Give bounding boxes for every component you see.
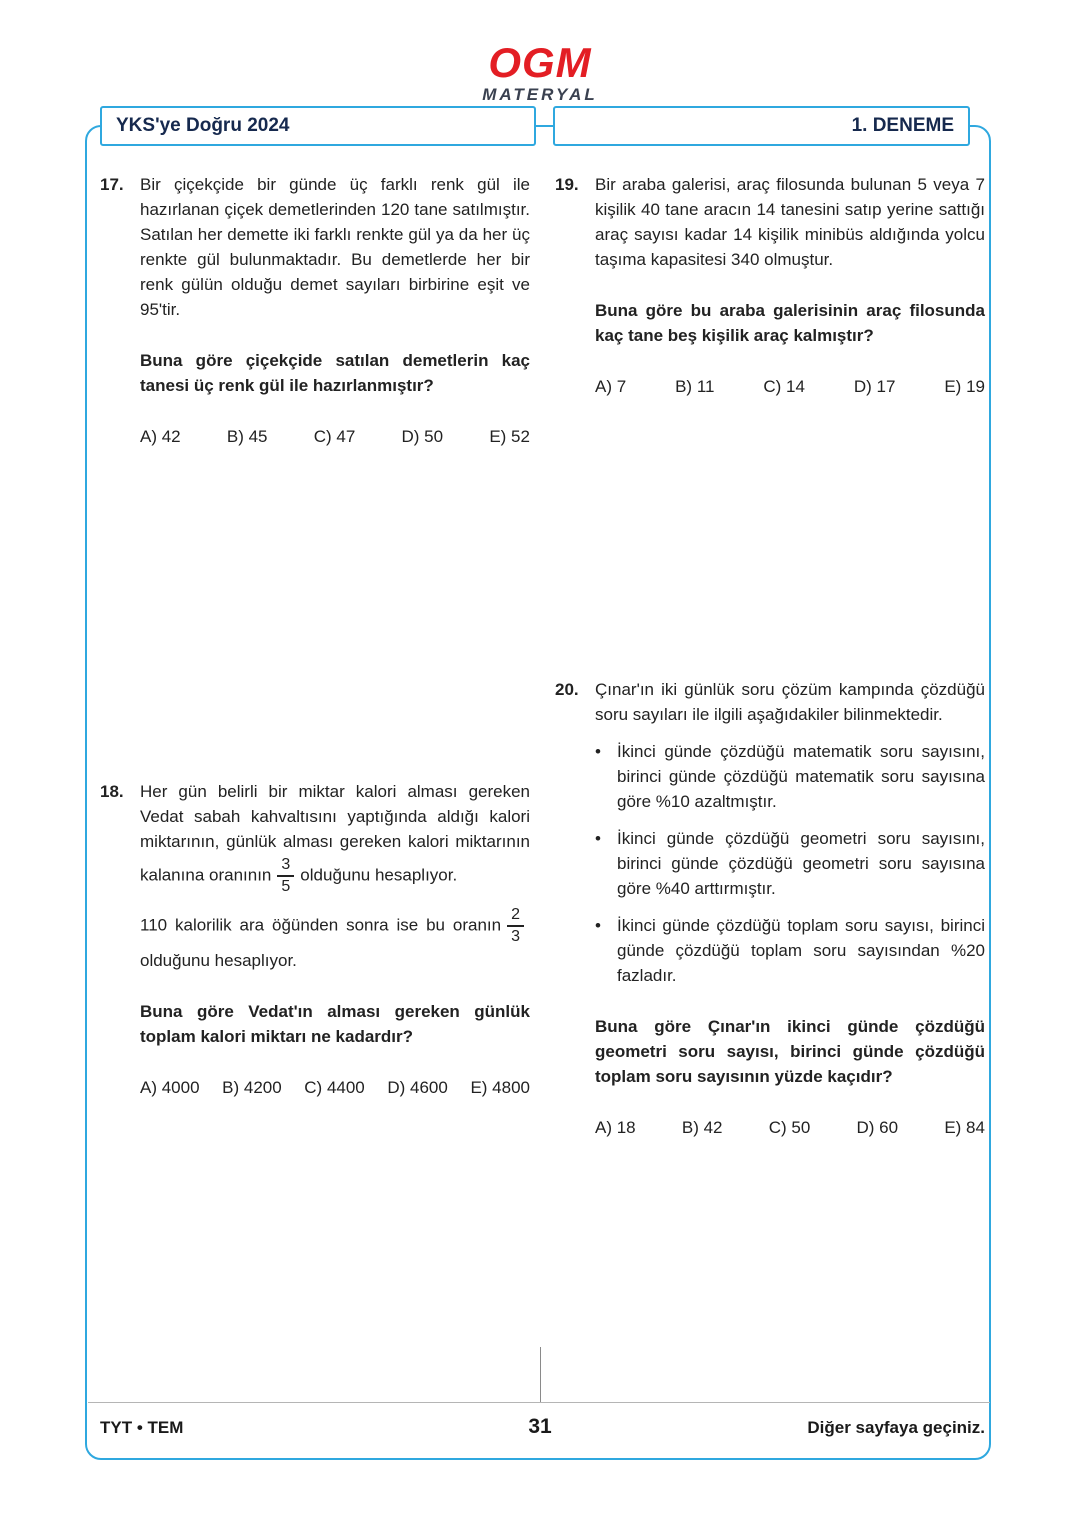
option-d: D) 60: [856, 1118, 899, 1137]
question-17: [100, 172, 530, 449]
question-body: Bir araba galerisi, araç filosunda bulunan 5 veya 7 kişilik 40 tane aracın 14 tanesini satıp yerine sattığı araç sayısı kadar 14 kişilik minibüs aldığında yolcu taşıma kapasitesi 340 olmuştur.: [595, 175, 985, 269]
option-d: D) 17: [853, 377, 896, 396]
left-column: [100, 172, 530, 1100]
option-c: C) 4400: [304, 1078, 365, 1097]
footer-divider-line: [88, 1402, 990, 1403]
options-row: [595, 1115, 985, 1140]
footer-page-number: 31: [528, 1415, 552, 1438]
question-number: 17.: [100, 175, 124, 194]
option-e: E) 19: [944, 377, 985, 396]
body-text: Her gün belirli bir miktar kalori alması gereken Vedat sabah kahvaltısını yaptığında aldığı kalori miktarının, günlük alması gereken kalori miktarının kalanına oranının: [140, 782, 530, 885]
publisher-logo: [0, 39, 1080, 104]
option-b: B) 11: [675, 377, 715, 396]
bullet-text: İkinci günde çözdüğü geometri soru sayısını, birinci günde çözdüğü geometri soru sayısına göre %40 arttırmıştır.: [617, 829, 985, 898]
booklet-title: YKS'ye Doğru 2024: [116, 115, 290, 136]
options-row: [140, 424, 530, 449]
fraction-numerator: 3: [277, 856, 294, 877]
question-body: Bir çiçekçide bir günde üç farklı renk gül ile hazırlanan çiçek demetlerinden 120 tane satılmıştır. Satılan her demette iki farklı renkte gül ya da her üç renkte gül bulunmaktadır. Bu demetlerde her bir renk gülün olduğu demet sayıları birbirine eşit ve 95'tir.: [140, 175, 530, 319]
logo-title: OGM: [488, 39, 592, 86]
right-column: [555, 172, 985, 1140]
option-d: D) 50: [401, 427, 444, 446]
fraction-denominator: 3: [511, 928, 520, 945]
option-d: D) 4600: [387, 1078, 448, 1097]
fraction-3-5: [277, 856, 294, 896]
option-c: C) 50: [768, 1118, 811, 1137]
bullet-item: [595, 913, 985, 988]
question-prompt: Buna göre bu araba galerisinin araç filosunda kaç tane beş kişilik araç kalmıştır?: [595, 301, 985, 345]
option-b: B) 42: [681, 1118, 723, 1137]
fraction-2-3: [507, 906, 524, 946]
body-text: olduğunu hesaplıyor.: [300, 865, 458, 885]
question-prompt: Buna göre Vedat'ın alması gereken günlük toplam kalori miktarı ne kadardır?: [140, 1002, 530, 1046]
option-b: B) 45: [226, 427, 268, 446]
bullet-icon: •: [595, 829, 601, 848]
body-text: olduğunu hesaplıyor.: [140, 951, 297, 970]
footer-exam-type: TYT • TEM: [100, 1418, 184, 1437]
option-e: E) 84: [944, 1118, 985, 1137]
bullet-icon: •: [595, 916, 601, 935]
body-text: 110 kalorilik ara öğünden sonra ise bu oranın: [140, 915, 502, 935]
option-b: B) 4200: [222, 1078, 282, 1097]
bullet-text: İkinci günde çözdüğü toplam soru sayısı, birinci günde çözdüğü toplam soru sayısından %20 fazladır.: [617, 916, 985, 985]
bullet-item: [595, 739, 985, 814]
question-19: [555, 172, 985, 399]
fraction-numerator: 2: [507, 906, 524, 927]
header-booklet-box: [100, 106, 536, 146]
option-e: E) 4800: [470, 1078, 530, 1097]
bullet-icon: •: [595, 742, 601, 761]
question-18: [100, 779, 530, 1100]
fraction-denominator: 5: [281, 878, 291, 895]
question-prompt: Buna göre çiçekçide satılan demetlerin kaç tanesi üç renk gül ile hazırlanmıştır?: [140, 351, 530, 395]
option-a: A) 42: [140, 427, 181, 446]
option-a: A) 7: [595, 377, 627, 396]
question-number: 19.: [555, 175, 579, 194]
option-a: A) 4000: [140, 1078, 200, 1097]
footer-next-page-note: Diğer sayfaya geçiniz.: [807, 1418, 985, 1437]
question-number: 20.: [555, 680, 579, 699]
question-body: [140, 904, 530, 973]
question-prompt: Buna göre Çınar'ın ikinci günde çözdüğü geometri soru sayısı, birinci günde çözdüğü toplam soru sayısının yüzde kaçıdır?: [595, 1017, 985, 1086]
header-exam-box: [553, 106, 970, 146]
question-20: [555, 677, 985, 1140]
option-c: C) 47: [313, 427, 356, 446]
bullet-item: [595, 826, 985, 901]
question-body: [140, 779, 530, 898]
logo-subtitle: MATERYAL: [482, 85, 598, 104]
options-row: [595, 374, 985, 399]
option-a: A) 18: [595, 1118, 636, 1137]
option-c: C) 14: [763, 377, 805, 396]
bullet-text: İkinci günde çözdüğü matematik soru sayısını, birinci günde çözdüğü matematik soru sayısına göre %10 azaltmıştır.: [617, 742, 985, 811]
options-row: [140, 1075, 530, 1100]
bullet-list: [595, 739, 985, 988]
exam-name: 1. DENEME: [851, 115, 954, 136]
question-number: 18.: [100, 782, 124, 801]
option-e: E) 52: [489, 427, 530, 446]
column-divider: [540, 1347, 541, 1402]
question-intro: Çınar'ın iki günlük soru çözüm kampında çözdüğü soru sayıları ile ilgili aşağıdakiler bilinmektedir.: [595, 680, 985, 724]
